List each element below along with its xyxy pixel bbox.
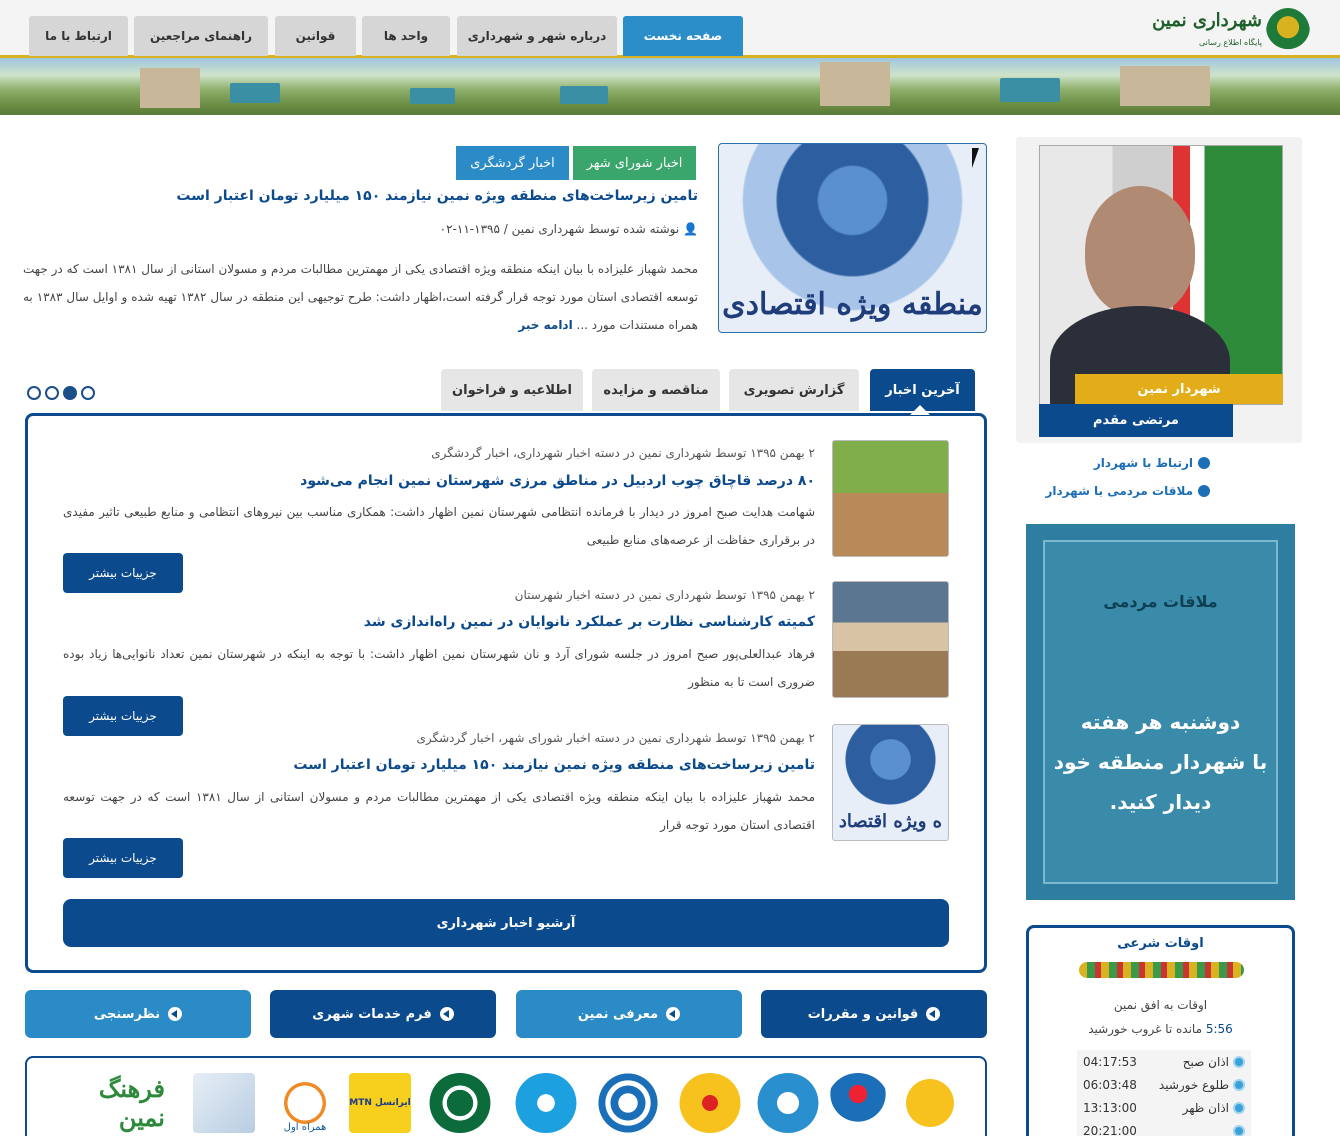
prayer-row [1077,1119,1251,1136]
prayer-name: اذان صبح [1182,1054,1229,1069]
prayer-countdown [1029,1022,1292,1036]
news-text: محمد شهباز علیزاده با بیان اینکه منطقه ویژه اقتصادی یکی از مهمترین مطالبات مردم و مسولان استانی از سال ۱۳۸۱ است که در جهت توسعه اقتصادی استان مورد توجه قرار [63,790,815,832]
slider-dot[interactable] [27,386,41,400]
news-title[interactable]: ۸۰ درصد قاچاق چوب اردبیل در مناطق مرزی شهرستان نمین انجام می‌شود [300,473,815,489]
header-banner [0,58,1340,115]
news-image-bakery[interactable] [832,581,949,698]
contact-mayor-link[interactable] [1094,456,1210,470]
link-label: ملاقات مردمی با شهردار [1045,484,1193,498]
chevron-left-icon [926,1007,940,1021]
mayor-face [1085,186,1195,316]
news-title[interactable]: کمیته کارشناسی نظارت بر عملکرد نانوایان در نمین راه‌اندازی شد [363,614,815,630]
water-logo[interactable] [757,1073,819,1133]
arrow-circle-icon [1198,485,1210,497]
chip-tourism-news[interactable]: اخبار گردشگری [456,146,569,180]
site-logo[interactable] [1140,6,1310,58]
sun-icon [1233,1079,1245,1091]
active-tab-caret-icon [910,405,930,415]
countdown-value: 5:56 [1205,1022,1233,1036]
city-services-form-button[interactable] [270,990,496,1038]
news-meta: ۲ بهمن ۱۳۹۵ توسط شهرداری نمین در دسته اخبار شورای شهر، اخبار گردشگری [416,731,815,745]
news-meta: ۲ بهمن ۱۳۹۵ توسط شهرداری نمین در دسته اخبار شهرداری، اخبار گردشگری [431,446,815,460]
prayer-time: 13:13:00 [1083,1100,1137,1115]
nav-tab-laws[interactable]: قوانین [275,16,356,56]
prayer-time: 04:17:53 [1083,1054,1137,1069]
more-details-button[interactable]: جزییات بیشتر [63,696,183,736]
button-label: نظرسنجی [93,1006,161,1022]
link-label: ارتباط با شهردار [1093,456,1193,470]
prayer-times-widget [1026,925,1295,1136]
nav-tab-guide[interactable]: راهنمای مراجعین [134,16,268,56]
gas-logo[interactable] [827,1073,889,1133]
telecom-logo[interactable] [515,1073,577,1133]
featured-body: محمد شهباز علیزاده با بیان اینکه منطقه ویژه اقتصادی یکی از مهمترین مطالبات مردم و مسولان استانی از سال ۱۳۸۱ است که در جهت توسعه اقتصادی استان مورد توجه قرار گرفته است،اظهار داشت: طرح توجیهی این منطقه در سال ۱۳۸۲ تهیه شده و اوایل سال ۱۳۸۳ به همراه مستندات مورد ... [23,262,699,332]
news-title[interactable]: تامین زیرساخت‌های منطقه ویژه نمین نیازمند ۱۵۰ میلیارد تومان اعتبار است [293,757,815,773]
news-text: فرهاد عبدالعلی‌پور صبح امروز در جلسه شورای آرد و نان شهرستان نمین اظهار داشت: با توجه به اینکه در شهرستان نمین تعداد نانوایی‌ها زیاد بوده ضروری است تا به منظور [63,647,815,689]
partner-logos-strip [25,1056,987,1136]
logo-title: شهرداری نمین [1152,10,1262,31]
prayer-time: 20:21:00 [1083,1123,1137,1136]
prayer-row [1077,1073,1251,1096]
public-meeting-poster[interactable] [1026,524,1295,900]
news-image-caption: ه ویژه اقتصاد [838,811,943,832]
logo-subtitle: پایگاه اطلاع رسانی [1198,38,1262,47]
featured-image-caption: منطقه ویژه اقتصادی [722,287,983,322]
news-image-timber[interactable] [832,440,949,557]
nav-tab-about[interactable]: درباره شهر و شهرداری [457,16,617,56]
prayer-title: اوقات شرعی [1117,936,1204,951]
prayer-time: 06:03:48 [1083,1077,1137,1092]
survey-button[interactable] [25,990,251,1038]
tab-latest-news[interactable]: آخرین اخبار [870,369,975,411]
more-details-button[interactable]: جزییات بیشتر [63,838,183,878]
ornament-divider [1079,962,1244,978]
sun-icon [1233,1102,1245,1114]
news-meta: ۲ بهمن ۱۳۹۵ توسط شهرداری نمین در دسته اخبار شهرستان [514,588,815,602]
mayor-photo[interactable] [1039,145,1283,405]
arrow-circle-icon [1198,457,1210,469]
news-image-economic-zone[interactable] [832,724,949,841]
chevron-left-icon [440,1007,454,1021]
poster-text: دوشنبه هر هفته با شهردار منطقه خود دیدار کنید. [1053,710,1268,814]
public-meeting-link[interactable] [1046,484,1211,498]
post-logo[interactable] [899,1073,961,1133]
prayer-name: اذان ظهر [1182,1100,1229,1115]
featured-meta [440,222,698,236]
button-label: معرفی نمین [577,1006,659,1022]
slider-dot[interactable] [45,386,59,400]
user-icon: 👤 [683,222,698,236]
read-more-link[interactable]: ادامه خبر [518,318,573,332]
more-details-button[interactable]: جزییات بیشتر [63,553,183,593]
news-archive-button[interactable]: آرشیو اخبار شهرداری [63,899,949,947]
poster-frame [1043,540,1278,884]
tab-announcements[interactable]: اطلاعیه و فراخوان [441,369,583,411]
poster-title: ملاقات مردمی [1103,592,1218,611]
news-text: شهامت هدایت صبح امروز در دیدار با فرمانده انتظامی شهرستان نمین اظهار داشت: همکاری مناسب بین نیروهای انتظامی و منابع طبیعی تاثیر مفیدی در برقراری حفاظت از عرصه‌های منابع طبیعی [63,505,815,547]
prayer-times-table [1077,1050,1251,1136]
site-header [0,0,1340,115]
hamrah-aval-logo[interactable]: همراه اول [274,1073,336,1133]
prayer-name: طلوع خورشید [1158,1077,1229,1092]
nav-tab-home[interactable]: صفحه نخست [623,16,743,56]
chip-council-news[interactable]: اخبار شورای شهر [573,146,696,180]
featured-image[interactable] [718,143,987,333]
button-label: فرم خدمات شهری [312,1006,432,1022]
countdown-label: مانده تا غروب خورشید [1088,1022,1203,1036]
irancell-logo[interactable]: ایرانسل MTN [349,1073,411,1133]
button-label: قوانین و مقررات [807,1006,919,1022]
nav-tab-contact[interactable]: ارتباط با ما [29,16,128,56]
add-document-icon[interactable] [193,1073,255,1133]
sun-icon [1233,1125,1245,1136]
slider-dot[interactable] [81,386,95,400]
logo-emblem-icon [1266,8,1310,56]
featured-title[interactable]: تامین زیرساخت‌های منطقه ویژه نمین نیازمند ۱۵۰ میلیارد تومان اعتبار است [176,188,698,204]
chevron-left-icon [666,1007,680,1021]
nav-tab-units[interactable]: واحد ها [362,16,450,56]
featured-text [23,255,698,339]
police-logo[interactable] [429,1073,491,1133]
prayer-row [1077,1096,1251,1119]
farhang-logo[interactable]: فرهنگ نمین [98,1074,165,1132]
tab-photo-report[interactable]: گزارش تصویری [729,369,859,411]
prayer-row [1077,1050,1251,1073]
featured-meta-text: نوشته شده توسط شهرداری نمین / ۱۳۹۵-۱۱-۰۲ [439,222,680,236]
mouse-cursor-icon [972,148,979,168]
social-security-logo[interactable] [597,1073,659,1133]
electricity-logo[interactable] [679,1073,741,1133]
laws-regulations-button[interactable] [761,990,987,1038]
about-namin-button[interactable] [516,990,742,1038]
mayor-name: مرتضی مقدم [1039,404,1233,437]
prayer-horizon: اوقات به افق نمین [1113,998,1208,1012]
slider-dots [27,386,95,400]
slider-dot-active[interactable] [63,386,77,400]
sun-icon [1233,1056,1245,1068]
chevron-left-icon [168,1007,182,1021]
tab-tenders[interactable]: مناقصه و مزایده [592,369,720,411]
mayor-role: شهردار نمین [1075,374,1283,404]
